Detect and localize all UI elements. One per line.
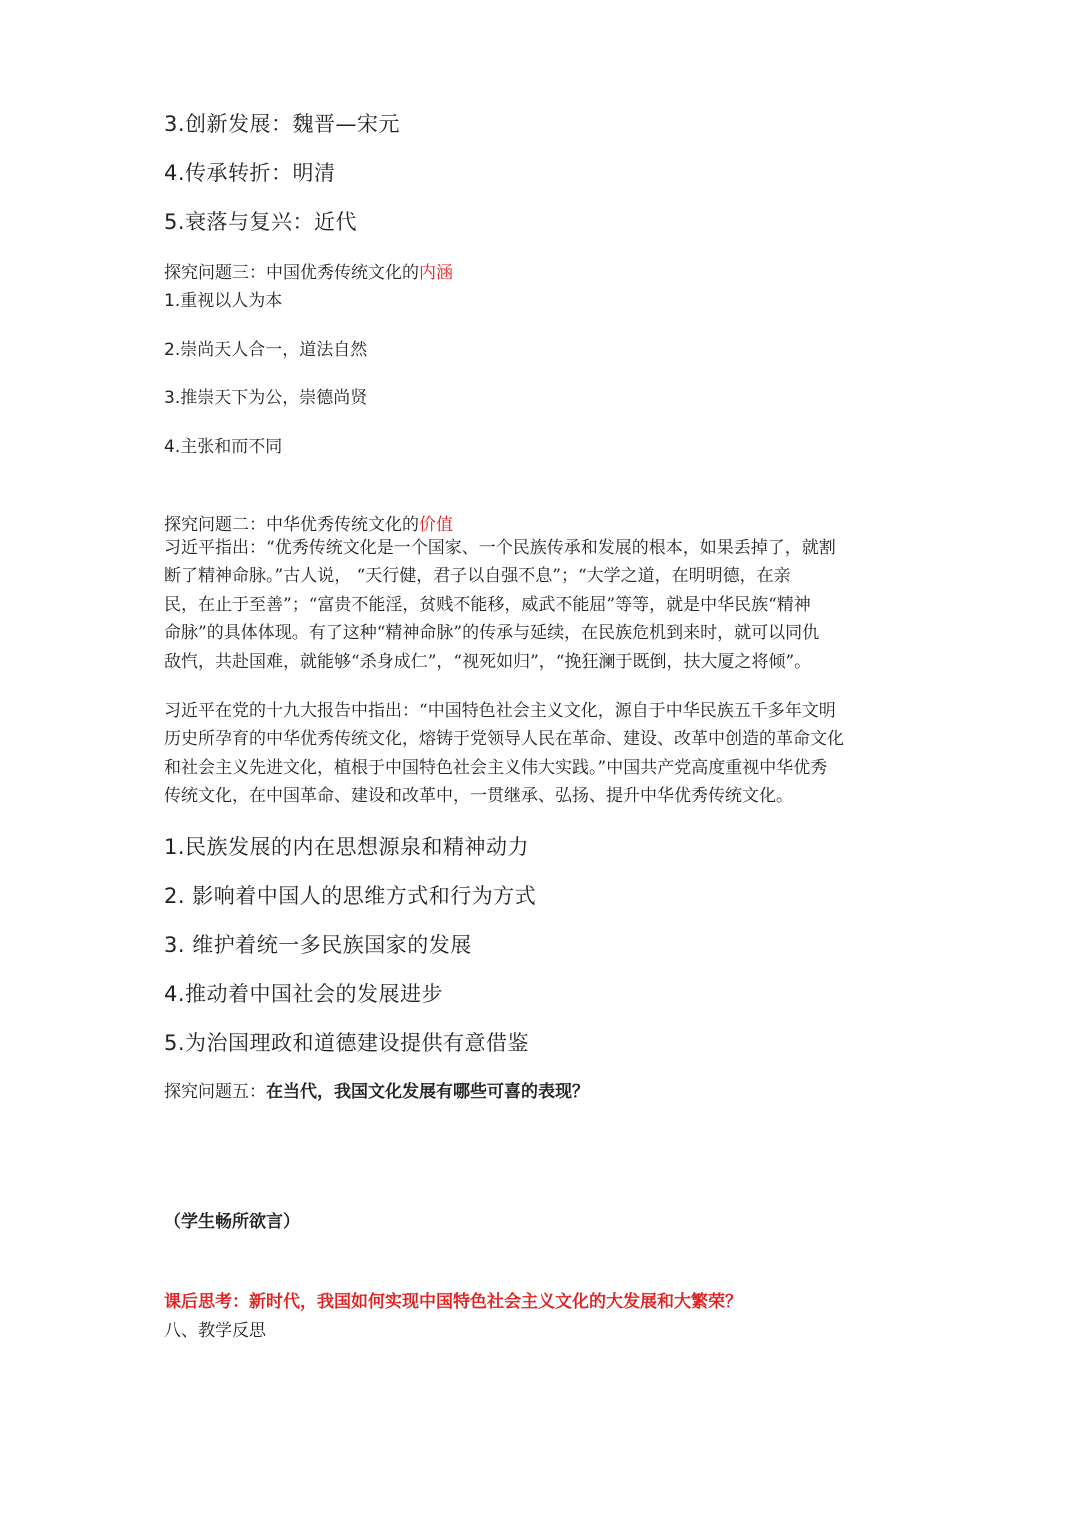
q3-heading-prefix: 探究问题三：中国优秀传统文化的 (164, 263, 419, 283)
stage-item-4: 4.传承转折：明清 (164, 161, 336, 185)
q2-paragraph-2 (164, 697, 924, 811)
q2-para2-line: 传统文化，在中国革命、建设和改革中，一贯继承、弘扬、提升中华优秀传统文化。 (164, 786, 793, 807)
q2-para1-line: 敌忾，共赴国难，就能够“杀身成仁”，“视死如归”，“挽狂澜于既倒，扶大厦之将倾”。 (164, 651, 812, 672)
q2-para1-line: 断了精神命脉。”古人说， “天行健，君子以自强不息”；“大学之道，在明明德，在亲 (164, 566, 791, 587)
q5-question: 在当代，我国文化发展有哪些可喜的表现？ (266, 1082, 589, 1102)
q2-para2-line: 习近平在党的十九大报告中指出：“中国特色社会主义文化，源自于中华民族五千多年文明 (164, 701, 836, 721)
students-note: （学生畅所欲言） (164, 1212, 300, 1232)
q3-item-3: 3.推崇天下为公，崇德尚贤 (164, 388, 368, 408)
q5-heading (164, 1077, 589, 1102)
q3-item-2: 2.崇尚天人合一，道法自然 (164, 340, 368, 360)
q3-item-4: 4.主张和而不同 (164, 437, 283, 457)
teaching-reflection-heading: 八、教学反思 (164, 1321, 266, 1341)
q3-heading (164, 258, 453, 283)
q5-heading-prefix: 探究问题五： (164, 1082, 266, 1102)
q2-para2-line: 和社会主义先进文化，植根于中国特色社会主义伟大实践。”中国共产党高度重视中华优秀 (164, 757, 828, 778)
q2-para1-line: 命脉”的具体体现。有了这种“精神命脉”的传承与延续，在民族危机到来时，就可以同仇 (164, 623, 820, 644)
q2-para1-line: 民，在止于至善”；“富贵不能淫，贫贱不能移，威武不能屈”等等，就是中华民族“精神 (164, 594, 811, 615)
q2-item-2: 2. 影响着中国人的思维方式和行为方式 (164, 884, 537, 908)
q2-paragraph-1 (164, 534, 924, 676)
q3-heading-highlight: 内涵 (419, 263, 453, 283)
q2-item-5: 5.为治国理政和道德建设提供有意借鉴 (164, 1031, 530, 1055)
stage-item-5: 5.衰落与复兴：近代 (164, 210, 358, 234)
homework-question: 课后思考：新时代，我国如何实现中国特色社会主义文化的大发展和大繁荣？ (164, 1292, 742, 1312)
q2-item-4: 4.推动着中国社会的发展进步 (164, 982, 444, 1006)
q3-item-1: 1.重视以人为本 (164, 291, 283, 311)
q2-heading-highlight: 价值 (419, 515, 453, 535)
q2-heading (164, 510, 453, 535)
q2-item-3: 3. 维护着统一多民族国家的发展 (164, 933, 472, 957)
stage-item-3: 3.创新发展：魏晋—宋元 (164, 112, 401, 136)
q2-item-1: 1.民族发展的内在思想源泉和精神动力 (164, 835, 530, 859)
q2-para2-line: 历史所孕育的中华优秀传统文化，熔铸于党领导人民在革命、建设、改革中创造的革命文化 (164, 729, 844, 750)
q2-heading-prefix: 探究问题二：中华优秀传统文化的 (164, 515, 419, 535)
q2-para1-line: 习近平指出：“优秀传统文化是一个国家、一个民族传承和发展的根本，如果丢掉了，就割 (164, 538, 836, 558)
